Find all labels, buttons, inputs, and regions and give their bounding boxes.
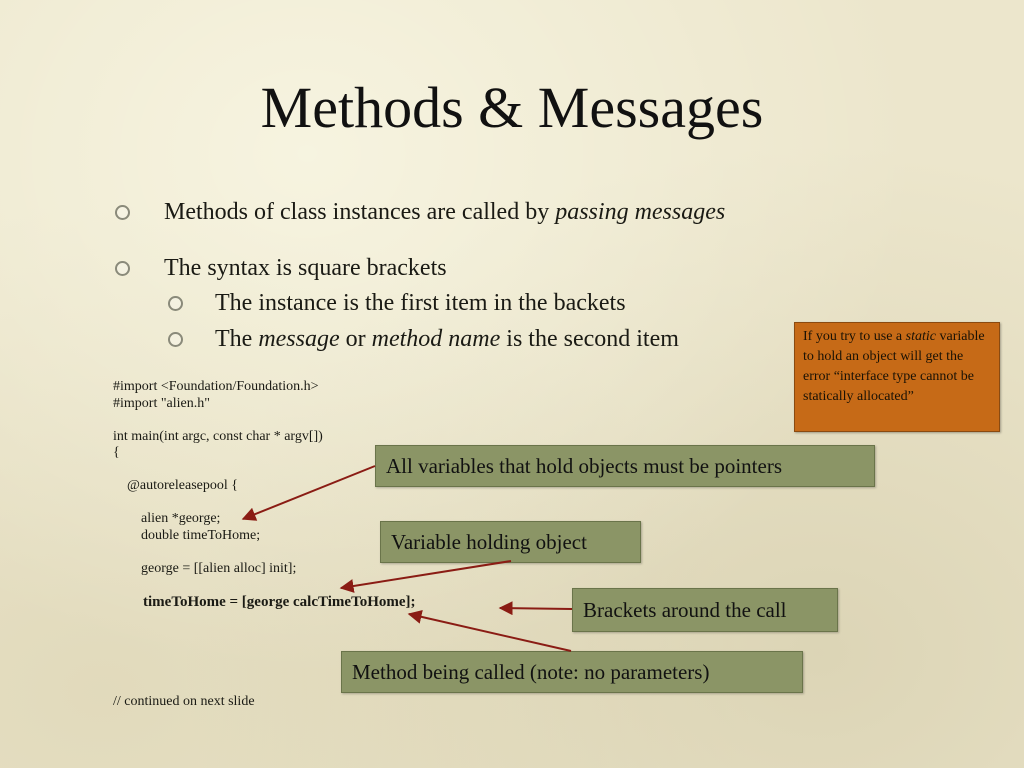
slide-title: Methods & Messages — [260, 75, 764, 140]
code-line: double timeToHome; — [113, 527, 261, 543]
callout-variable: Variable holding object — [380, 521, 641, 563]
bullet-text: The syntax is square brackets — [164, 255, 447, 281]
arrow-pointer — [243, 466, 375, 519]
code-line: #import "alien.h" — [113, 395, 210, 411]
bullet-emphasis: method name — [371, 326, 501, 352]
note-text: variable to hold an object will get the error “interface type cannot be statically allocated” — [803, 329, 985, 404]
callout-method: Method being called (note: no parameters) — [341, 651, 803, 693]
code-line: #import <Foundation/Foundation.h> — [113, 379, 319, 394]
arrow-variable — [341, 561, 511, 588]
note-text: If you try to use a — [803, 329, 906, 344]
callout-brackets: Brackets around the call — [572, 588, 838, 632]
bullet-emphasis: passing messages — [555, 199, 726, 225]
code-comment: // continued on next slide — [113, 693, 255, 709]
code-line: alien *george; — [113, 511, 221, 526]
note-emphasis: static — [905, 329, 936, 344]
code-line-highlighted: timeToHome = [george calcTimeToHome]; — [113, 593, 416, 610]
code-line: @autoreleasepool { — [113, 478, 238, 493]
code-line: int main(int argc, const char * argv[]) — [113, 428, 323, 444]
bullet-text: or — [339, 326, 372, 352]
bullet-text: The — [215, 326, 259, 352]
bullet-emphasis: message — [258, 326, 340, 352]
arrow-brackets — [500, 608, 572, 609]
code-line: { — [113, 445, 120, 460]
code-line: george = [[alien alloc] init]; — [113, 560, 297, 576]
bullet-text: Methods of class instances are called by — [164, 199, 556, 225]
callout-pointers: All variables that hold objects must be pointers — [375, 445, 875, 487]
bullet-text: The instance is the first item in the backets — [215, 290, 626, 316]
arrow-method — [409, 614, 571, 651]
bullet-text: is the second item — [500, 326, 679, 352]
